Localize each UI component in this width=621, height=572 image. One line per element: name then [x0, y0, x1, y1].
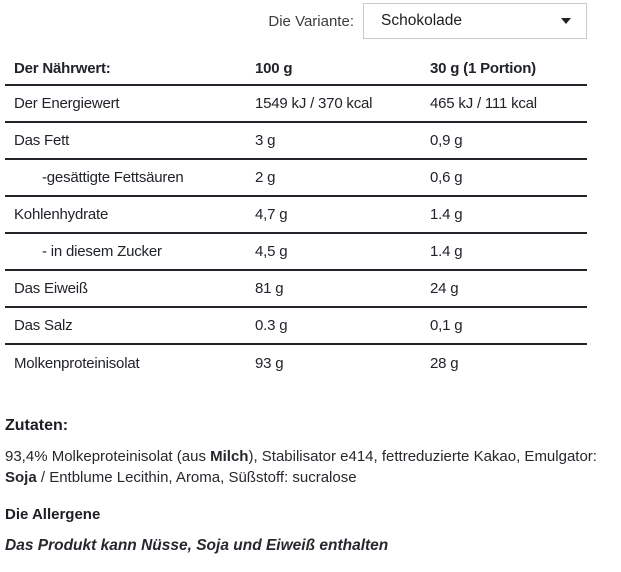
variant-select[interactable] — [363, 3, 587, 39]
row-value-100g: 3 g — [255, 122, 430, 159]
row-value-portion: 24 g — [430, 270, 587, 307]
ingredients-run-allergen: Milch — [210, 448, 249, 465]
table-row — [5, 344, 587, 381]
row-value-portion: 465 kJ / 111 kcal — [430, 85, 587, 122]
table-row — [5, 122, 587, 159]
row-label: Das Eiweiß — [5, 270, 255, 307]
table-row — [5, 159, 587, 196]
row-label: Das Fett — [5, 122, 255, 159]
row-value-100g: 93 g — [255, 354, 284, 372]
row-value-100g: 81 g — [255, 270, 430, 307]
row-value-portion: 0,9 g — [430, 122, 587, 159]
variant-selector-row — [0, 3, 587, 39]
ingredients-text — [5, 446, 600, 488]
row-label: Das Salz — [5, 307, 255, 344]
ingredients-heading: Zutaten: — [5, 417, 69, 434]
nutrition-table — [5, 52, 587, 381]
header-nutrient: Der Nährwert: — [5, 52, 255, 85]
row-label: Der Energiewert — [5, 85, 255, 122]
table-row — [5, 270, 587, 307]
row-value-100g: 4,5 g — [255, 233, 430, 270]
row-value-portion: 0,1 g — [430, 307, 587, 344]
allergens-note: Das Produkt kann Nüsse, Soja und Eiweiß enthalten — [5, 537, 389, 554]
table-row — [5, 85, 587, 122]
row-value-100g: 2 g — [255, 159, 430, 196]
table-row — [5, 196, 587, 233]
table-row — [5, 307, 587, 344]
ingredients-run: / Entblume Lecithin, Aroma, Süßstoff: sucralose — [36, 469, 357, 486]
ingredients-run: ), Stabilisator e414, fettreduzierte Kakao, Emulgator: — [248, 448, 597, 465]
row-value-portion: 1.4 g — [430, 233, 587, 270]
header-100g: 100 g — [255, 52, 430, 85]
row-label: - in diesem Zucker — [5, 233, 255, 270]
row-value-100g: 4,7 g — [255, 196, 430, 233]
table-row — [5, 233, 587, 270]
table-header-row — [5, 52, 587, 85]
row-label: Kohlenhydrate — [5, 196, 255, 233]
caret-down-icon — [561, 18, 571, 24]
variant-selected-value: Schokolade — [381, 12, 463, 29]
row-label: Molkenproteinisolat — [14, 354, 140, 372]
row-label: -gesättigte Fettsäuren — [5, 159, 255, 196]
ingredients-run: 93,4% Molkeproteinisolat (aus — [5, 448, 211, 465]
header-portion: 30 g (1 Portion) — [430, 52, 587, 85]
row-value-portion: 28 g — [430, 354, 459, 372]
allergens-heading: Die Allergene — [5, 506, 101, 523]
row-value-portion: 0,6 g — [430, 159, 587, 196]
ingredients-run-allergen: Soja — [5, 469, 37, 486]
row-value-100g: 1549 kJ / 370 kcal — [255, 85, 430, 122]
row-value-100g: 0.3 g — [255, 307, 430, 344]
row-value-portion: 1.4 g — [430, 196, 587, 233]
variant-label: Die Variante: — [268, 12, 354, 30]
